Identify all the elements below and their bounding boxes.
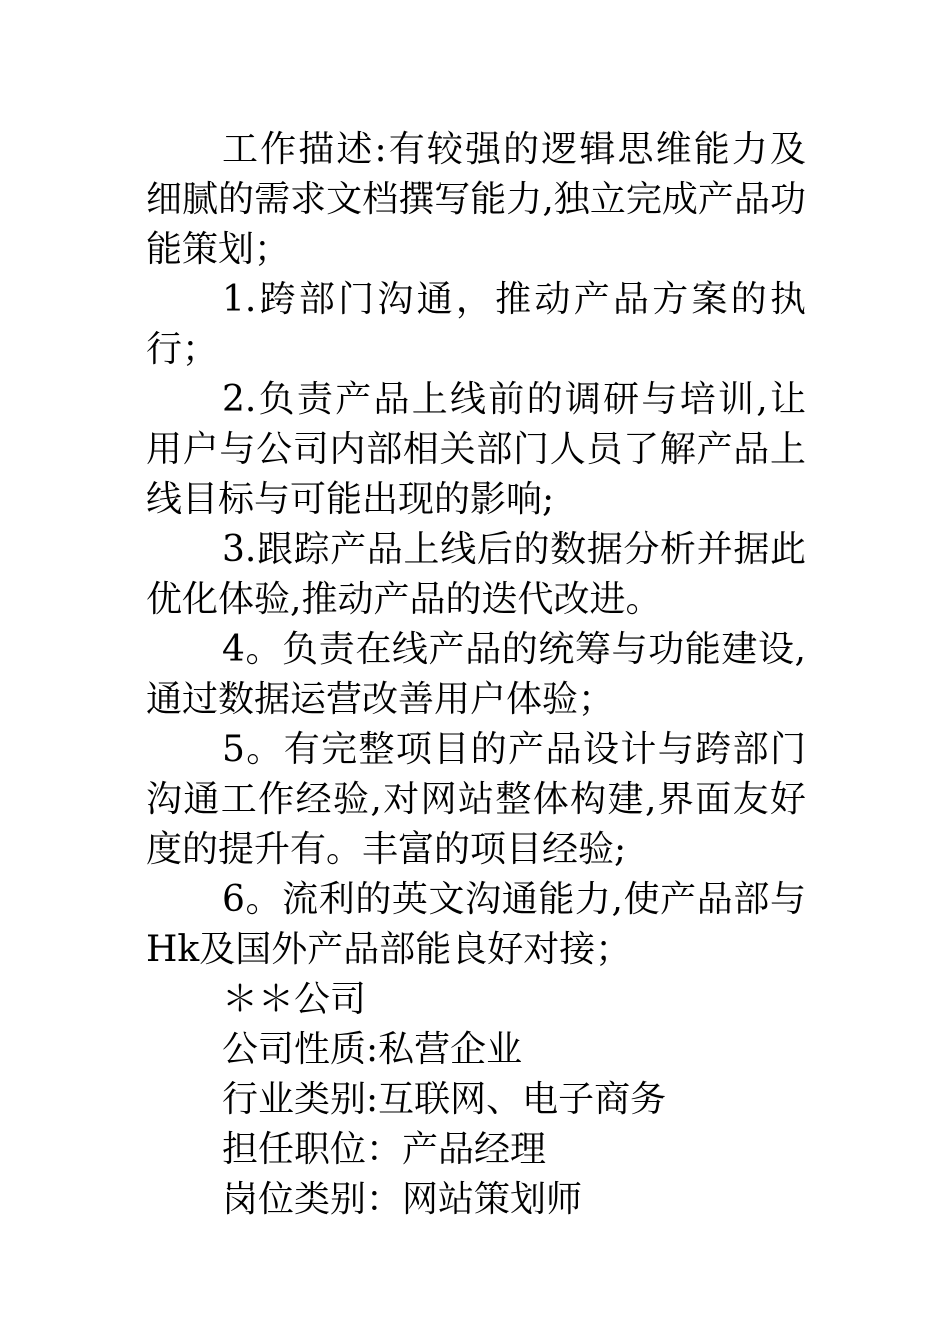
job-category: 岗位类别：网站策划师 <box>222 1179 583 1220</box>
duty-item-2: 2.负责产品上线前的调研与培训,让用户与公司内部相关部门人员了解产品上线目标与可能出现的影响; <box>146 379 806 520</box>
company-nature: 公司性质:私营企业 <box>222 1029 523 1070</box>
duty-item-4: 4。负责在线产品的统筹与功能建设,通过数据运营改善用户体验； <box>146 629 806 720</box>
duty-item-5: 5。有完整项目的产品设计与跨部门沟通工作经验,对网站整体构建,界面友好度的提升有。丰富的项目经验; <box>146 729 806 870</box>
company-name: ＊＊公司 <box>222 979 367 1020</box>
industry-category: 行业类别:互联网、电子商务 <box>222 1079 667 1120</box>
position-held: 担任职位：产品经理 <box>222 1129 547 1170</box>
duty-item-1: 1.跨部门沟通，推动产品方案的执行； <box>146 279 806 370</box>
duty-item-6: 6。流利的英文沟通能力,使产品部与Hk及国外产品部能良好对接； <box>146 879 806 970</box>
job-description-paragraph: 工作描述:有较强的逻辑思维能力及细腻的需求文档撰写能力,独立完成产品功能策划； <box>146 129 806 270</box>
duty-item-3: 3.跟踪产品上线后的数据分析并据此优化体验,推动产品的迭代改进。 <box>146 529 806 620</box>
document-body <box>146 125 806 1225</box>
